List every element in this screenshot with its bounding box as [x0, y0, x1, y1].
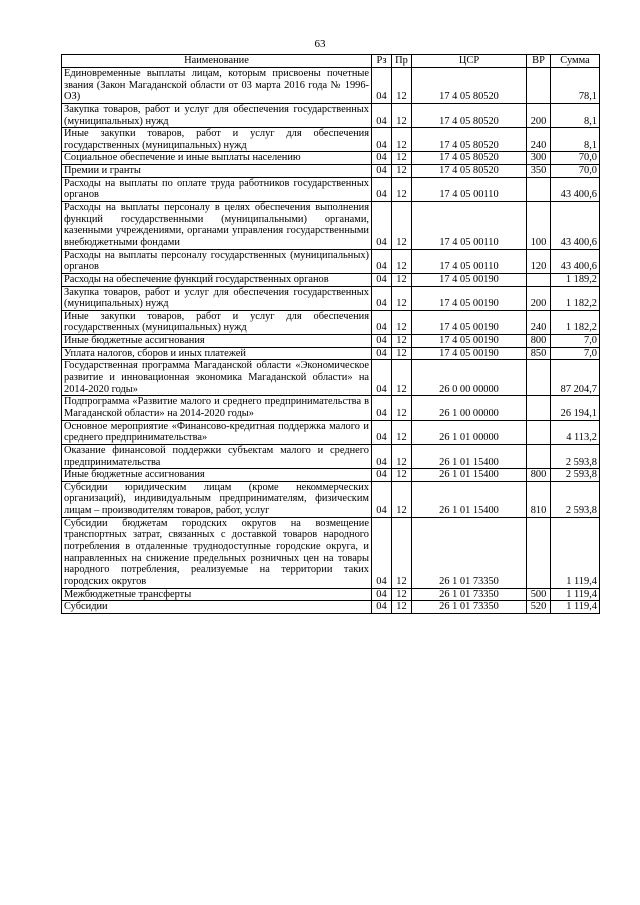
cell-pr: 12: [392, 177, 412, 201]
cell-csr: 17 4 05 80520: [412, 128, 527, 152]
cell-csr: 26 1 01 15400: [412, 444, 527, 468]
cell-sum: 1 182,2: [551, 310, 600, 334]
cell-sum: 43 400,6: [551, 249, 600, 273]
table-row: [62, 202, 600, 250]
cell-csr: 17 4 05 80520: [412, 152, 527, 165]
table-row: [62, 481, 600, 517]
table-row: [62, 517, 600, 588]
cell-vr: [527, 273, 551, 286]
cell-vr: 800: [527, 469, 551, 482]
cell-csr: 17 4 05 80520: [412, 165, 527, 178]
cell-vr: [527, 444, 551, 468]
cell-sum: 4 113,2: [551, 420, 600, 444]
table-row: [62, 469, 600, 482]
cell-name: Расходы на выплаты по оплате труда работников государственных органов: [62, 177, 372, 201]
cell-csr: 17 4 05 00190: [412, 310, 527, 334]
cell-sum: 43 400,6: [551, 177, 600, 201]
header-vr: ВР: [527, 55, 551, 68]
cell-csr: 17 4 05 00190: [412, 286, 527, 310]
cell-name: Единовременные выплаты лицам, которым присвоены почетные звания (Закон Магаданской области от 03 марта 2016 года № 1996-ОЗ): [62, 68, 372, 104]
cell-csr: 26 1 01 15400: [412, 469, 527, 482]
cell-pr: 12: [392, 588, 412, 601]
table-row: [62, 335, 600, 348]
table-row: [62, 165, 600, 178]
table-row: [62, 152, 600, 165]
cell-sum: 2 593,8: [551, 481, 600, 517]
cell-name: Подпрограмма «Развитие малого и среднего предпринимательства в Магаданской области» на 2014-2020 годы»: [62, 396, 372, 420]
table-row: [62, 601, 600, 614]
table-row: [62, 310, 600, 334]
cell-vr: 200: [527, 103, 551, 127]
cell-csr: 26 1 01 73350: [412, 517, 527, 588]
cell-csr: 17 4 05 00110: [412, 249, 527, 273]
cell-rz: 04: [372, 273, 392, 286]
cell-vr: [527, 396, 551, 420]
cell-csr: 17 4 05 00110: [412, 177, 527, 201]
cell-pr: 12: [392, 103, 412, 127]
cell-sum: 7,0: [551, 335, 600, 348]
cell-name: Иные закупки товаров, работ и услуг для обеспечения государственных (муниципальных) нужд: [62, 128, 372, 152]
cell-rz: 04: [372, 202, 392, 250]
page-number: 63: [314, 38, 326, 50]
cell-sum: 1 182,2: [551, 286, 600, 310]
cell-sum: 2 593,8: [551, 469, 600, 482]
cell-pr: 12: [392, 601, 412, 614]
cell-rz: 04: [372, 128, 392, 152]
cell-vr: [527, 177, 551, 201]
cell-csr: 26 1 01 73350: [412, 601, 527, 614]
cell-name: Субсидии бюджетам городских округов на возмещение транспортных затрат, связанных с доставкой товаров народного потребления в отдаленные труднодоступные городские округа, и направленных на снижение предельных розничных цен на товары народного потребления, реализуемые на территории таких городских округов: [62, 517, 372, 588]
cell-csr: 26 1 01 15400: [412, 481, 527, 517]
cell-csr: 26 1 00 00000: [412, 396, 527, 420]
cell-sum: 8,1: [551, 128, 600, 152]
table-row: [62, 249, 600, 273]
cell-sum: 1 189,2: [551, 273, 600, 286]
cell-rz: 04: [372, 360, 392, 396]
cell-sum: 78,1: [551, 68, 600, 104]
cell-pr: 12: [392, 202, 412, 250]
cell-pr: 12: [392, 165, 412, 178]
cell-name: Основное мероприятие «Финансово-кредитная поддержка малого и среднего предпринимательства»: [62, 420, 372, 444]
cell-csr: 26 1 01 00000: [412, 420, 527, 444]
header-pr: Пр: [392, 55, 412, 68]
cell-sum: 2 593,8: [551, 444, 600, 468]
cell-sum: 87 204,7: [551, 360, 600, 396]
cell-csr: 17 4 05 00190: [412, 335, 527, 348]
cell-name: Расходы на обеспечение функций государственных органов: [62, 273, 372, 286]
cell-vr: 800: [527, 335, 551, 348]
cell-vr: 500: [527, 588, 551, 601]
cell-rz: 04: [372, 420, 392, 444]
cell-csr: 17 4 05 00190: [412, 347, 527, 360]
table-row: [62, 286, 600, 310]
cell-vr: 850: [527, 347, 551, 360]
budget-table: [61, 54, 600, 614]
cell-rz: 04: [372, 396, 392, 420]
cell-name: Закупка товаров, работ и услуг для обеспечения государственных (муниципальных) нужд: [62, 103, 372, 127]
table-row: [62, 68, 600, 104]
table-row: [62, 444, 600, 468]
cell-vr: 240: [527, 310, 551, 334]
cell-vr: 300: [527, 152, 551, 165]
cell-sum: 26 194,1: [551, 396, 600, 420]
header-sum: Сумма: [551, 55, 600, 68]
table-row: [62, 273, 600, 286]
cell-vr: [527, 68, 551, 104]
cell-sum: 43 400,6: [551, 202, 600, 250]
cell-name: Премии и гранты: [62, 165, 372, 178]
cell-vr: [527, 517, 551, 588]
cell-sum: 70,0: [551, 152, 600, 165]
cell-pr: 12: [392, 347, 412, 360]
cell-pr: 12: [392, 310, 412, 334]
cell-rz: 04: [372, 517, 392, 588]
header-name: Наименование: [62, 55, 372, 68]
cell-pr: 12: [392, 128, 412, 152]
cell-name: Закупка товаров, работ и услуг для обеспечения государственных (муниципальных) нужд: [62, 286, 372, 310]
cell-rz: 04: [372, 286, 392, 310]
cell-pr: 12: [392, 68, 412, 104]
cell-rz: 04: [372, 588, 392, 601]
cell-rz: 04: [372, 165, 392, 178]
cell-vr: 810: [527, 481, 551, 517]
cell-rz: 04: [372, 249, 392, 273]
cell-pr: 12: [392, 286, 412, 310]
cell-pr: 12: [392, 420, 412, 444]
cell-name: Государственная программа Магаданской области «Экономическое развитие и инновационная экономика Магаданской области» на 2014-2020 годы»: [62, 360, 372, 396]
cell-name: Субсидии юридическим лицам (кроме некоммерческих организаций), индивидуальным предпринимателям, физическим лицам – производителям товаров, работ, услуг: [62, 481, 372, 517]
cell-pr: 12: [392, 360, 412, 396]
cell-rz: 04: [372, 481, 392, 517]
cell-rz: 04: [372, 335, 392, 348]
table-row: [62, 128, 600, 152]
cell-pr: 12: [392, 444, 412, 468]
cell-vr: 240: [527, 128, 551, 152]
table-row: [62, 347, 600, 360]
cell-vr: 350: [527, 165, 551, 178]
cell-sum: 1 119,4: [551, 588, 600, 601]
cell-name: Социальное обеспечение и иные выплаты населению: [62, 152, 372, 165]
cell-vr: 120: [527, 249, 551, 273]
cell-name: Межбюджетные трансферты: [62, 588, 372, 601]
table-row: [62, 177, 600, 201]
cell-rz: 04: [372, 601, 392, 614]
cell-vr: 200: [527, 286, 551, 310]
header-rz: Рз: [372, 55, 392, 68]
cell-name: Субсидии: [62, 601, 372, 614]
cell-rz: 04: [372, 444, 392, 468]
cell-rz: 04: [372, 152, 392, 165]
cell-pr: 12: [392, 152, 412, 165]
cell-pr: 12: [392, 335, 412, 348]
cell-name: Уплата налогов, сборов и иных платежей: [62, 347, 372, 360]
cell-name: Иные закупки товаров, работ и услуг для обеспечения государственных (муниципальных) нужд: [62, 310, 372, 334]
cell-rz: 04: [372, 103, 392, 127]
cell-rz: 04: [372, 68, 392, 104]
cell-pr: 12: [392, 249, 412, 273]
cell-pr: 12: [392, 517, 412, 588]
cell-csr: 17 4 05 80520: [412, 68, 527, 104]
cell-name: Иные бюджетные ассигнования: [62, 335, 372, 348]
table-row: [62, 420, 600, 444]
cell-name: Расходы на выплаты персоналу в целях обеспечения выполнения функций государственными (муниципальными) органами, казенными учреждениями, органами управления государственными внебюджетными фондами: [62, 202, 372, 250]
cell-vr: 520: [527, 601, 551, 614]
table-row: [62, 360, 600, 396]
cell-name: Иные бюджетные ассигнования: [62, 469, 372, 482]
header-row: [62, 55, 600, 68]
cell-sum: 7,0: [551, 347, 600, 360]
cell-rz: 04: [372, 177, 392, 201]
cell-pr: 12: [392, 481, 412, 517]
cell-rz: 04: [372, 310, 392, 334]
cell-name: Оказание финансовой поддержки субъектам малого и среднего предпринимательства: [62, 444, 372, 468]
cell-csr: 26 1 01 73350: [412, 588, 527, 601]
cell-vr: [527, 360, 551, 396]
table-row: [62, 588, 600, 601]
header-csr: ЦСР: [412, 55, 527, 68]
cell-csr: 17 4 05 80520: [412, 103, 527, 127]
cell-rz: 04: [372, 347, 392, 360]
cell-sum: 70,0: [551, 165, 600, 178]
cell-sum: 8,1: [551, 103, 600, 127]
cell-pr: 12: [392, 396, 412, 420]
cell-csr: 26 0 00 00000: [412, 360, 527, 396]
cell-csr: 17 4 05 00110: [412, 202, 527, 250]
table-row: [62, 103, 600, 127]
cell-vr: [527, 420, 551, 444]
cell-pr: 12: [392, 273, 412, 286]
cell-vr: 100: [527, 202, 551, 250]
cell-rz: 04: [372, 469, 392, 482]
cell-name: Расходы на выплаты персоналу государственных (муниципальных) органов: [62, 249, 372, 273]
cell-sum: 1 119,4: [551, 517, 600, 588]
table-row: [62, 396, 600, 420]
cell-pr: 12: [392, 469, 412, 482]
cell-csr: 17 4 05 00190: [412, 273, 527, 286]
cell-sum: 1 119,4: [551, 601, 600, 614]
